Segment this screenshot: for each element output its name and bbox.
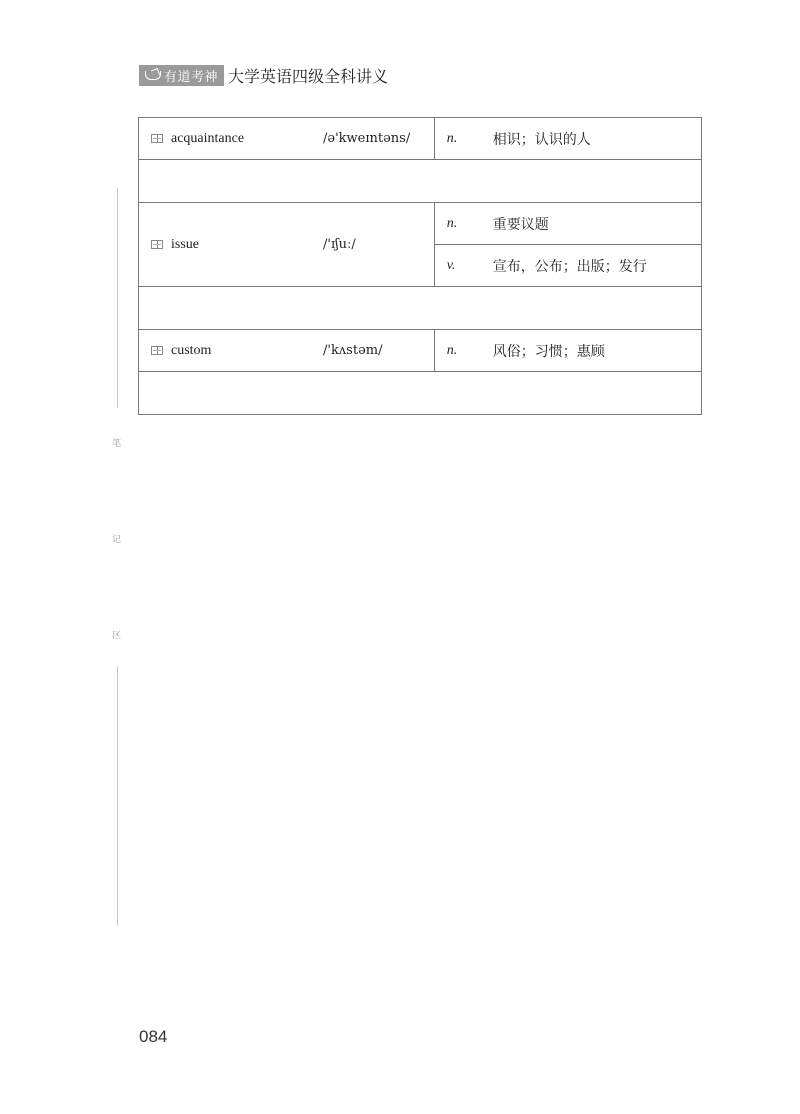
book-icon — [151, 134, 163, 143]
meaning: 重要议题 — [492, 216, 549, 233]
phonetic: /'kʌstəm/ — [323, 343, 383, 358]
note-row — [139, 287, 702, 330]
table-row — [139, 203, 702, 245]
page-number: 084 — [139, 1027, 168, 1046]
note-row — [139, 372, 702, 415]
phonetic: /ə'kweɪntəns/ — [323, 131, 411, 146]
brand-name: 有道考神 — [164, 69, 219, 85]
part-of-speech: v. — [446, 257, 456, 273]
brand-logo-icon — [145, 69, 161, 81]
notes-label-char: 笔 — [112, 439, 122, 449]
phonetic: /'ɪʃuː/ — [323, 237, 356, 252]
word: custom — [171, 342, 212, 358]
vocabulary-table — [138, 117, 702, 415]
table-row — [139, 330, 702, 372]
table-row — [139, 118, 702, 160]
page-header — [139, 64, 388, 86]
meaning: 风俗；习惯；惠顾 — [492, 343, 605, 360]
note-row — [139, 160, 702, 203]
notes-margin-line-top — [117, 188, 118, 408]
notes-margin-line-bottom — [117, 666, 118, 926]
notes-label-char: 区 — [112, 631, 122, 641]
word: issue — [171, 236, 199, 252]
word: acquaintance — [171, 130, 245, 146]
meaning: 相识；认识的人 — [492, 131, 591, 148]
part-of-speech: n. — [446, 342, 458, 358]
book-title: 大学英语四级全科讲义 — [228, 66, 389, 86]
book-icon — [151, 240, 163, 249]
part-of-speech: n. — [446, 215, 458, 231]
brand-badge — [139, 65, 224, 86]
notes-label-char: 记 — [112, 535, 122, 545]
book-icon — [151, 346, 163, 355]
part-of-speech: n. — [446, 130, 458, 146]
meaning: 宣布，公布；出版；发行 — [492, 258, 647, 275]
